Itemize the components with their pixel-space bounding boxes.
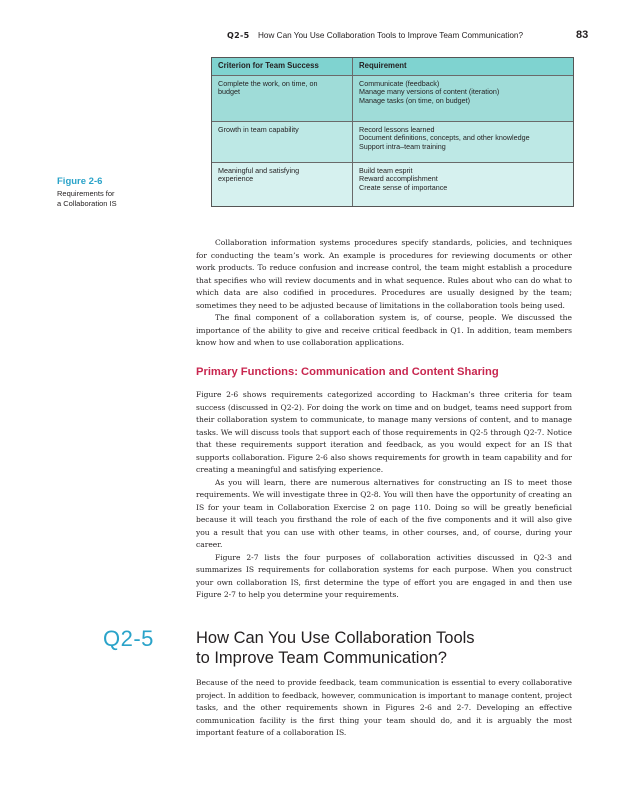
intro-text — [196, 237, 572, 350]
table-header-criterion: Criterion for Team Success — [218, 61, 319, 70]
criterion-cell: Meaningful and satisfying experience — [218, 165, 300, 184]
closing-text — [196, 677, 572, 740]
figure-description: Requirements for a Collaboration IS — [57, 189, 117, 208]
table-row — [212, 75, 573, 121]
paragraph: As you will learn, there are numerous alternatives for constructing an IS to meet those requirements. We will investigate three in Q2-8. You will then have the opportunity of creating an IS for your team in Collaboration Exercise 2 on page 110. Doing so will be greatly beneficial because it will teach you firsthand the role of each of the five components and it will also give you a result that you can use with other teams, in other courses, and, of course, during your career. — [196, 477, 572, 549]
table-row — [212, 162, 573, 206]
paragraph: Figure 2-6 shows requirements categorized according to Hackman’s three criteria for team success (discussed in Q2-2). For doing the work on time and on budget, teams need support from their collaboration system to communicate, to manage many versions of content, and to manage tasks. We will discuss tools that support each of those requirements in Q2-5 through Q2-7. Notice that these requirements support iteration and feedback, as you would expect for an IS that supports collaboration. Figure 2-6 also shows requirements for growth in team capability and for creating a meaningful and satisfying experience. — [196, 390, 572, 474]
header-title: How Can You Use Collaboration Tools to Improve Team Communication? — [258, 31, 524, 40]
table-header-requirement: Requirement — [352, 58, 573, 75]
table-row — [212, 121, 573, 162]
requirement-cell: Communicate (feedback) Manage many versions of content (iteration) Manage tasks (on time, on budget) — [352, 76, 573, 121]
paragraph: Because of the need to provide feedback, team communication is essential to every collaborative project. In addition to feedback, however, communication is important to manage content, project tasks, and the other requirements shown in Figures 2-6 and 2-7. Developing an effective communication facility is the first thing your team should do, and it is arguably the most important feature of a collaboration IS. — [196, 678, 572, 737]
figure-label: Figure 2-6 — [57, 176, 103, 187]
running-header — [0, 30, 625, 44]
question-number: Q2-5 — [103, 626, 154, 651]
requirement-cell: Record lessons learned Document definitions, concepts, and other knowledge Support intra–team training — [352, 122, 573, 162]
requirements-table — [211, 57, 574, 207]
criterion-cell: Complete the work, on time, on budget — [218, 78, 318, 97]
requirement-cell: Build team esprit Reward accomplishment Create sense of importance — [352, 163, 573, 206]
section-subheading: Primary Functions: Communication and Content Sharing — [196, 366, 499, 378]
page-number: 83 — [576, 29, 589, 41]
figure-caption — [57, 176, 167, 208]
question-title: How Can You Use Collaboration Tools to Improve Team Communication? — [196, 629, 475, 667]
table-header-row — [212, 58, 573, 75]
paragraph: Figure 2-7 lists the four purposes of collaboration activities discussed in Q2-3 and summarizes IS requirements for collaboration systems for each purpose. When you construct your own collaboration IS, first determine the type of effort you are engaged in and then use Figure 2-7 to help you determine your requirements. — [196, 552, 572, 599]
header-section-code: Q2-5 — [227, 31, 250, 40]
criterion-cell: Growth in team capability — [218, 124, 299, 134]
paragraph: Collaboration information systems procedures specify standards, policies, and techniques for conducting the team’s work. An example is procedures for reviewing documents or other work products. To reduce confusion and increase control, the team might establish a procedure that specifies who will review documents and in what sequence. Rules about who can do what to which data are also codified in procedures. Procedures are usually designed by the team; sometimes they need to be adjusted because of limitations in the collaboration tools being used. — [196, 238, 572, 310]
section-text — [196, 389, 572, 602]
paragraph: The final component of a collaboration system is, of course, people. We discussed the importance of the ability to give and receive critical feedback in Q1. In addition, team members know how and when to use collaboration applications. — [196, 313, 572, 347]
